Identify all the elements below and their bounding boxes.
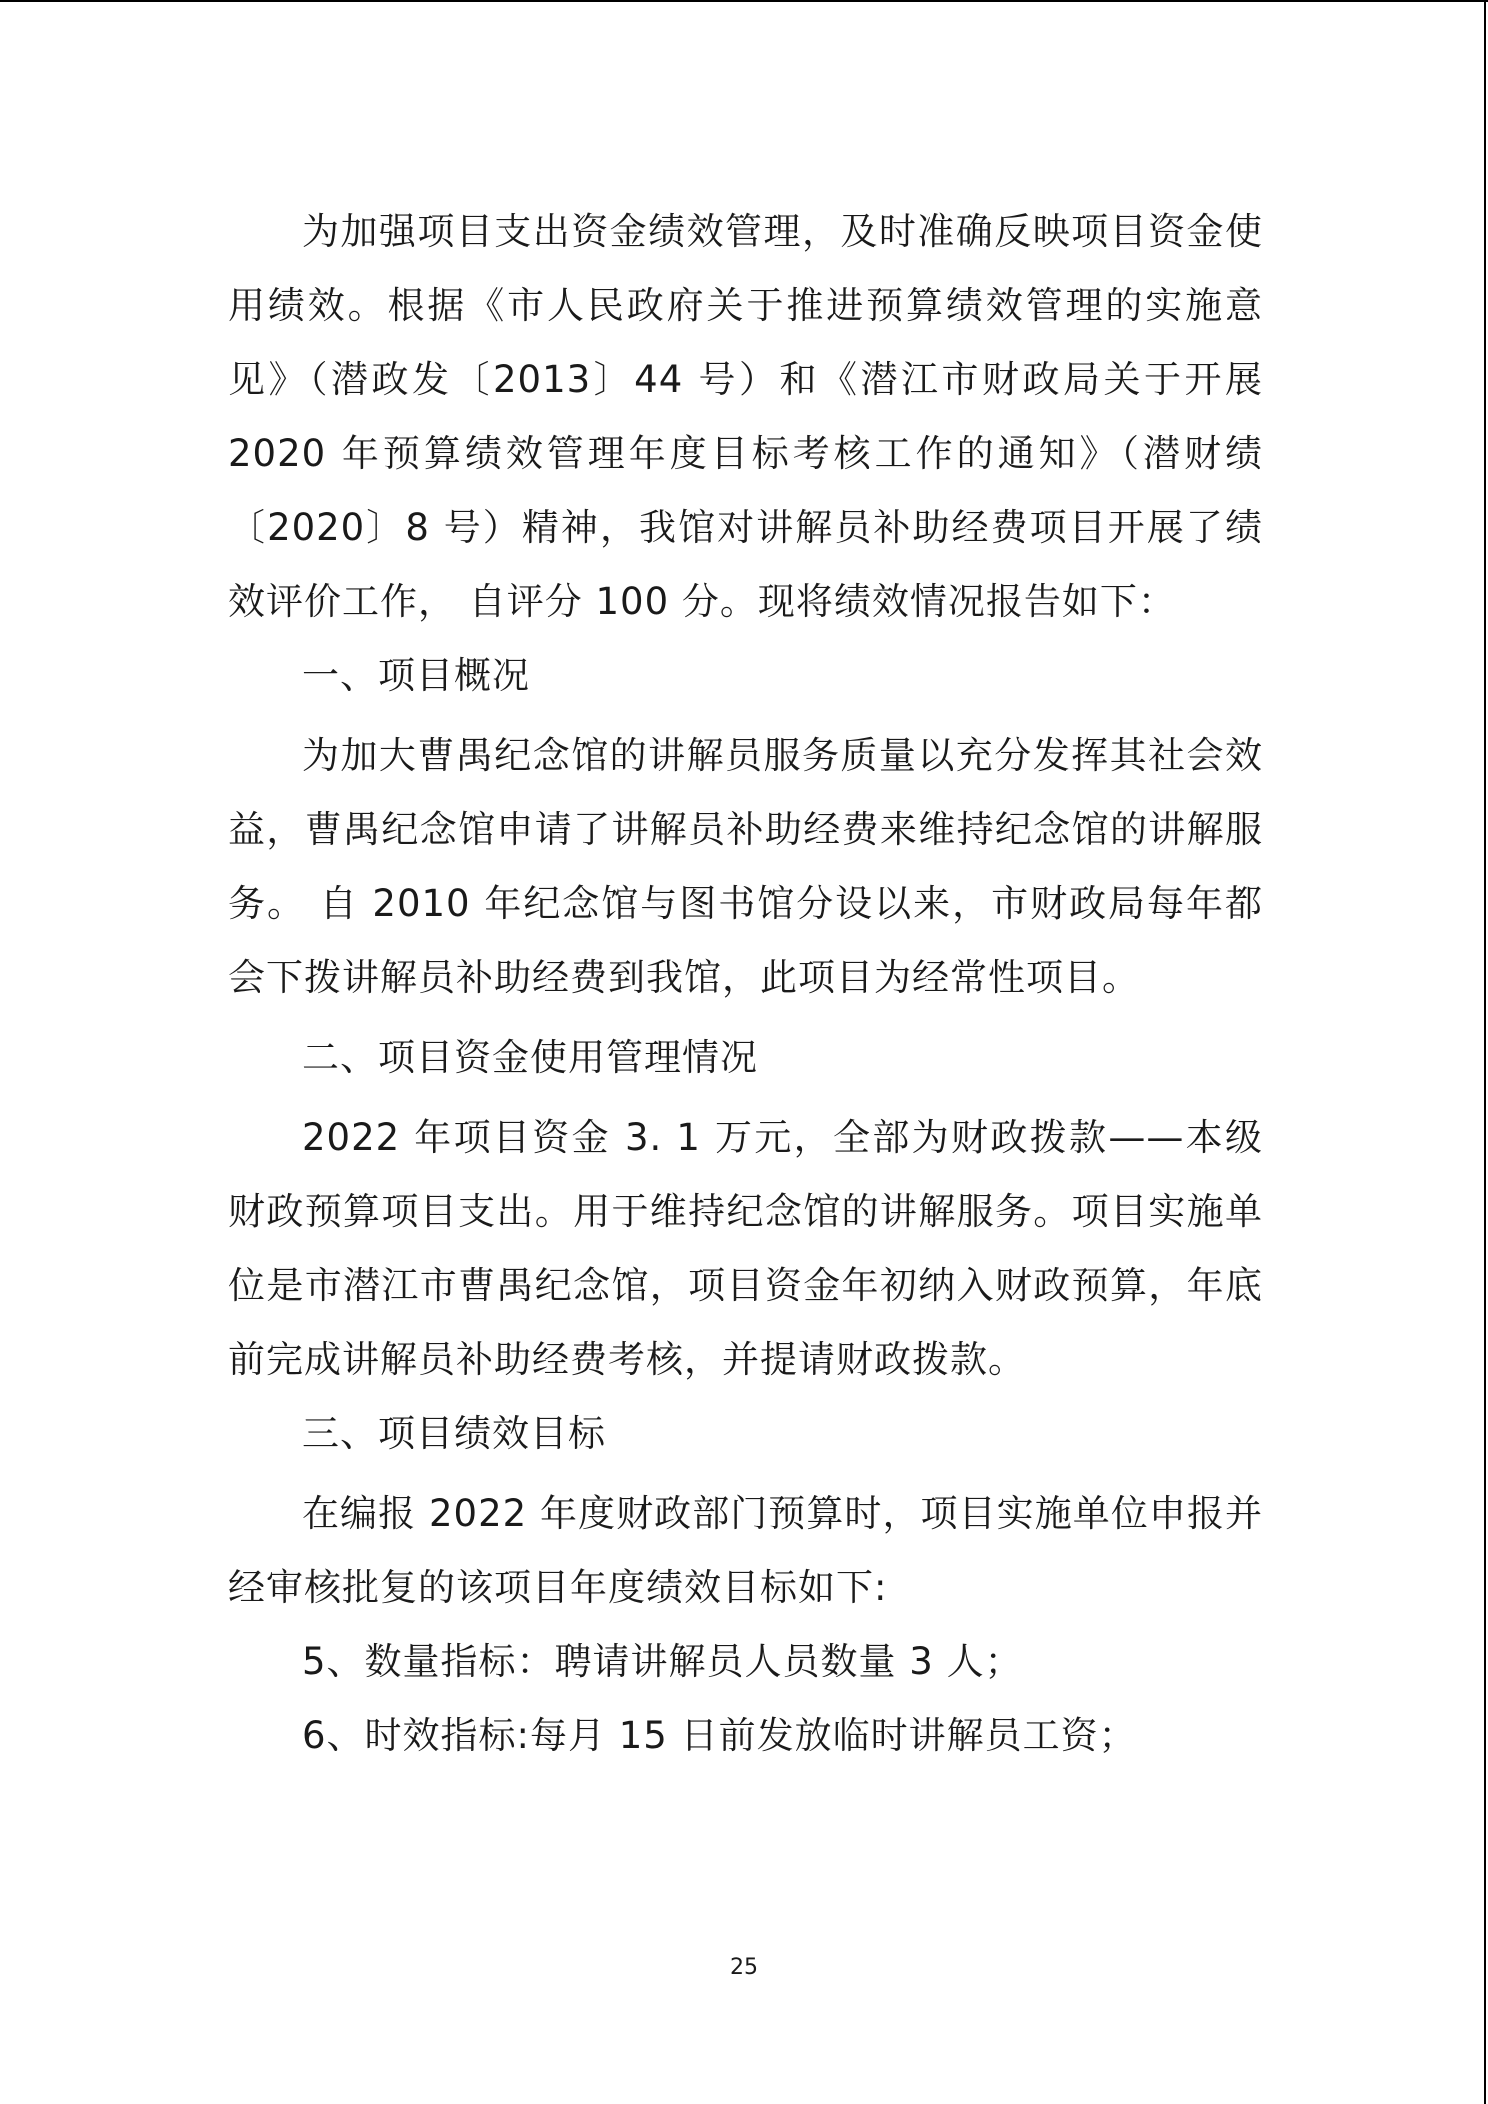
page-number: 25 (730, 1955, 758, 1980)
target-item-quantity: 5、数量指标：聘请讲解员人员数量 3 人； (302, 1640, 1023, 1683)
page-border-right (1484, 0, 1486, 2104)
intro-paragraph: 为加强项目支出资金绩效管理，及时准确反映项目资金使用绩效。根据《市人民政府关于推进预算绩效管理的实施意见》（潜政发〔2013〕44 号）和《潜江市财政局关于开展 2020 年预算绩效管理年度目标考核工作的通知》（潜财绩〔2020〕8 号）精神，我馆对讲解员补助经费项目开展了绩效评价工作， 自评分 100 分。现将绩效情况报告如下： (228, 210, 1263, 623)
section-heading-targets: 三、项目绩效目标 (302, 1412, 606, 1455)
targets-paragraph: 在编报 2022 年度财政部门预算时，项目实施单位申报并经审核批复的该项目年度绩效目标如下: (228, 1492, 1263, 1609)
section-heading-overview: 一、项目概况 (302, 654, 530, 697)
page-border-top (0, 0, 1488, 2)
target-item-timeliness: 6、时效指标:每月 15 日前发放临时讲解员工资； (302, 1714, 1137, 1757)
section-heading-funds: 二、项目资金使用管理情况 (302, 1036, 758, 1079)
document-body (228, 195, 1263, 1773)
overview-paragraph: 为加大曹禺纪念馆的讲解员服务质量以充分发挥其社会效益，曹禺纪念馆申请了讲解员补助经费来维持纪念馆的讲解服务。 自 2010 年纪念馆与图书馆分设以来，市财政局每年都会下拨讲解员补助经费到我馆，此项目为经常性项目。 (228, 734, 1263, 999)
funds-paragraph: 2022 年项目资金 3. 1 万元，全部为财政拨款——本级财政预算项目支出。用于维持纪念馆的讲解服务。项目实施单位是市潜江市曹禺纪念馆，项目资金年初纳入财政预算，年底前完成讲解员补助经费考核，并提请财政拨款。 (228, 1116, 1263, 1381)
